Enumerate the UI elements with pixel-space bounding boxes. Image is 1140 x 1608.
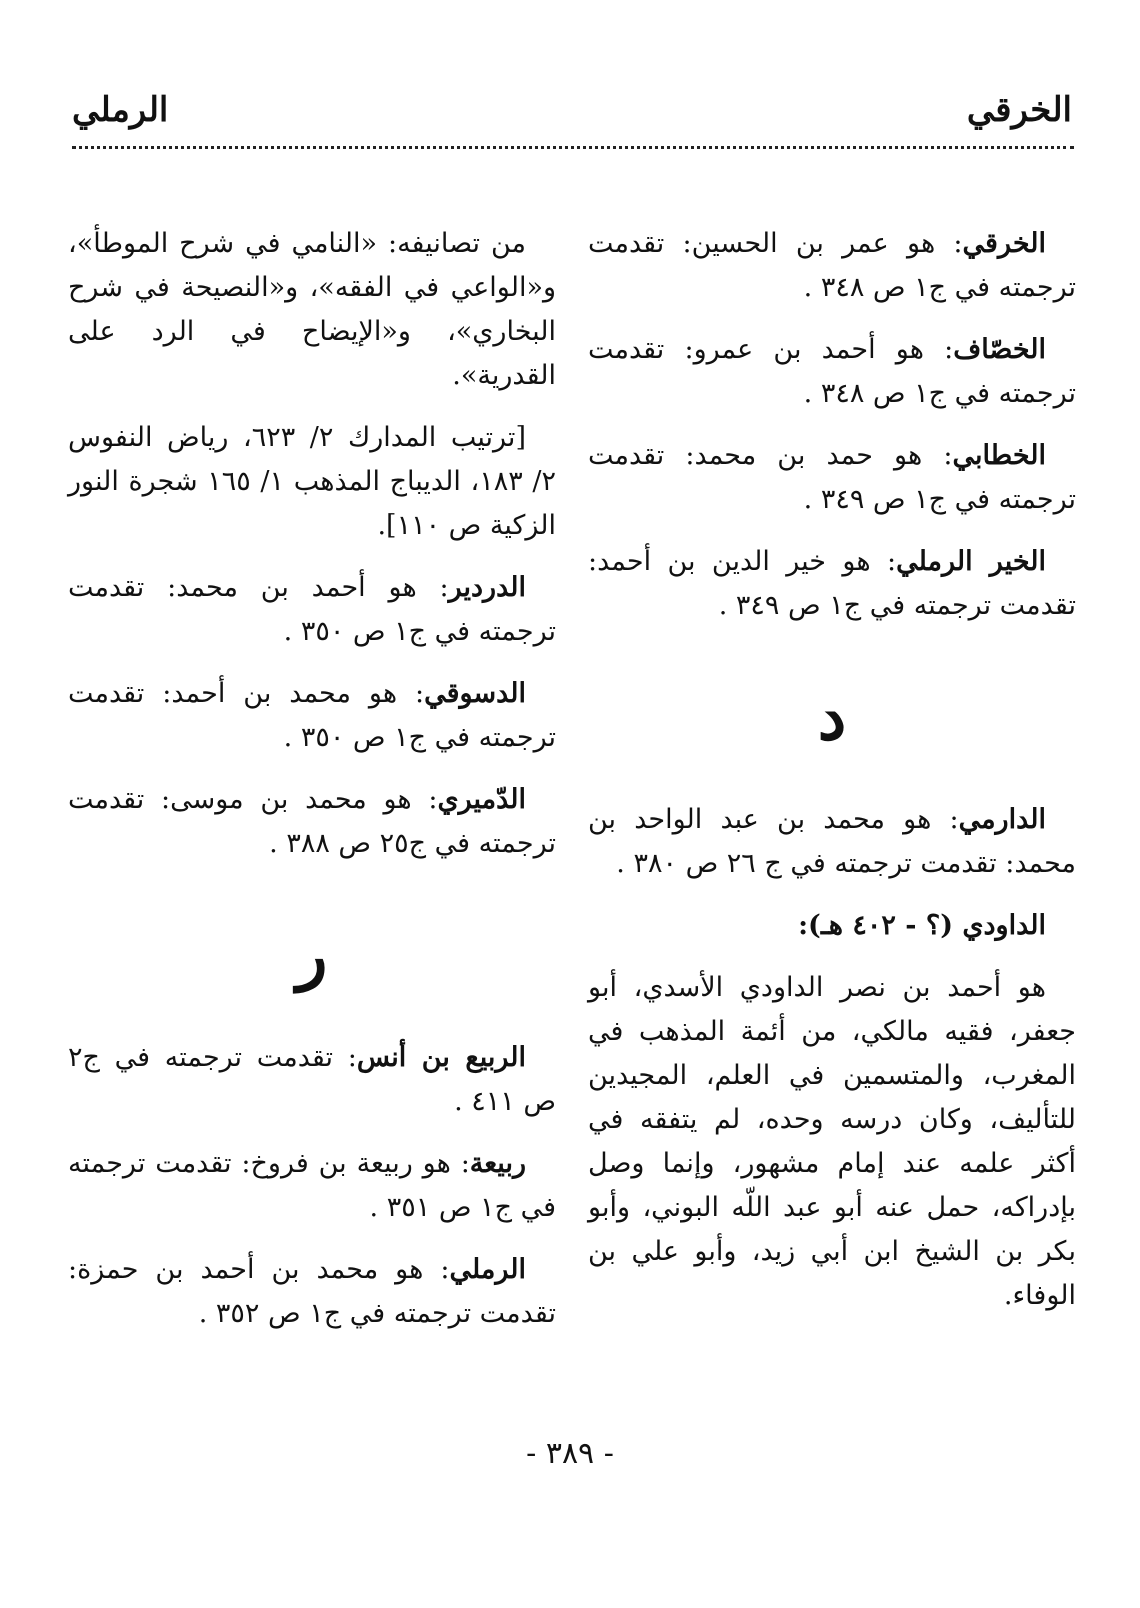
entry-khattabi <box>588 434 1076 522</box>
entry-term: ربيعة <box>469 1148 526 1179</box>
entry-khayr-ramli <box>588 540 1076 628</box>
biography-text: هو أحمد بن نصر الداودي الأسدي، أبو جعفر، فقيه مالكي، من أئمة المذهب في المغرب، والمتسمين في العلم، المجيدين للتأليف، وكان درسه وحده، لم يتفقه في أكثر علمه عند إمام مشهور، وإنما وصل بإدراكه، حمل عنه أبو عبد اللّه البوني، وأبو بكر بن الشيخ ابن أبي زيد، وأبو علي بن الوفاء. <box>588 972 1076 1311</box>
header-dotted-rule <box>72 146 1074 149</box>
entry-term: الخرقي <box>962 228 1046 259</box>
left-column <box>68 222 556 1354</box>
entry-term: الدسوقي <box>424 678 526 709</box>
section-letter-dal: د <box>817 680 847 755</box>
entry-term: الخصّاف <box>953 334 1046 365</box>
entry-term: الدّميري <box>437 784 526 815</box>
entry-term: الخطابي <box>952 440 1046 471</box>
entry-term: الدردير <box>448 572 526 603</box>
running-head-left: الرملي <box>72 90 169 130</box>
entry-text: : هو محمد بن أحمد: تقدمت ترجمته في ج١ ص ٣٥٠ . <box>68 678 556 753</box>
entry-dardir <box>68 566 556 654</box>
entry-text: : هو محمد بن أحمد بن حمزة: تقدمت ترجمته في ج١ ص ٣٥٢ . <box>68 1254 556 1329</box>
entry-text: : هو خير الدين بن أحمد: تقدمت ترجمته في ج١ ص ٣٤٩ . <box>588 546 1076 621</box>
entry-text: : هو عمر بن الحسين: تقدمت ترجمته في ج١ ص ٣٤٨ . <box>588 228 1076 303</box>
section-letter-ra: ر <box>296 918 328 993</box>
entry-text: : هو محمد بن موسى: تقدمت ترجمته في ج٢٥ ص ٣٨٨ . <box>68 784 556 859</box>
entry-term: الرملي <box>449 1254 526 1285</box>
references: [ترتيب المدارك ٢/ ٦٢٣، رياض النفوس ٢/ ١٨٣، الديباج المذهب ١/ ١٦٥ شجرة النور الزكية ص ١١٠]. <box>68 422 556 541</box>
entry-khassaf <box>588 328 1076 416</box>
entry-text: : تقدمت ترجمته في ج٢ ص ٤١١ . <box>68 1042 556 1117</box>
entry-term: الربيع بن أنس <box>356 1042 527 1073</box>
works-text: من تصانيفه: «النامي في شرح الموطأ»، و«الواعي في الفقه»، و«النصيحة في شرح البخاري»، و«الإيضاح في الرد على القدرية». <box>68 228 556 391</box>
running-head-right: الخرقي <box>966 90 1072 130</box>
entry-damiri <box>68 778 556 866</box>
entry-term: الخير الرملي <box>896 546 1046 577</box>
entry-text: : هو أحمد بن محمد: تقدمت ترجمته في ج١ ص ٣٥٠ . <box>68 572 556 647</box>
right-column <box>588 222 1076 1336</box>
entry-term: الدارمي <box>958 804 1046 835</box>
biography-heading <box>588 904 1076 948</box>
entry-darimi <box>588 798 1076 886</box>
entry-text: : هو محمد بن عبد الواحد بن محمد: تقدمت ترجمته في ج ٢٦ ص ٣٨٠ . <box>588 804 1076 879</box>
entry-rabi-bin-anas <box>68 1036 556 1124</box>
entry-khiraqi <box>588 222 1076 310</box>
biography-heading-text: الداودي (؟ - ٤٠٢ هـ): <box>798 910 1046 941</box>
entry-rabia <box>68 1142 556 1230</box>
entry-ramli <box>68 1248 556 1336</box>
entry-text: : هو أحمد بن عمرو: تقدمت ترجمته في ج١ ص ٣٤٨ . <box>588 334 1076 409</box>
page-number: - ٣٨٩ - <box>526 1436 614 1471</box>
entry-dasuqi <box>68 672 556 760</box>
entry-text: : هو ربيعة بن فروخ: تقدمت ترجمته في ج١ ص ٣٥١ . <box>68 1148 556 1223</box>
entry-text: : هو حمد بن محمد: تقدمت ترجمته في ج١ ص ٣٤٩ . <box>588 440 1076 515</box>
